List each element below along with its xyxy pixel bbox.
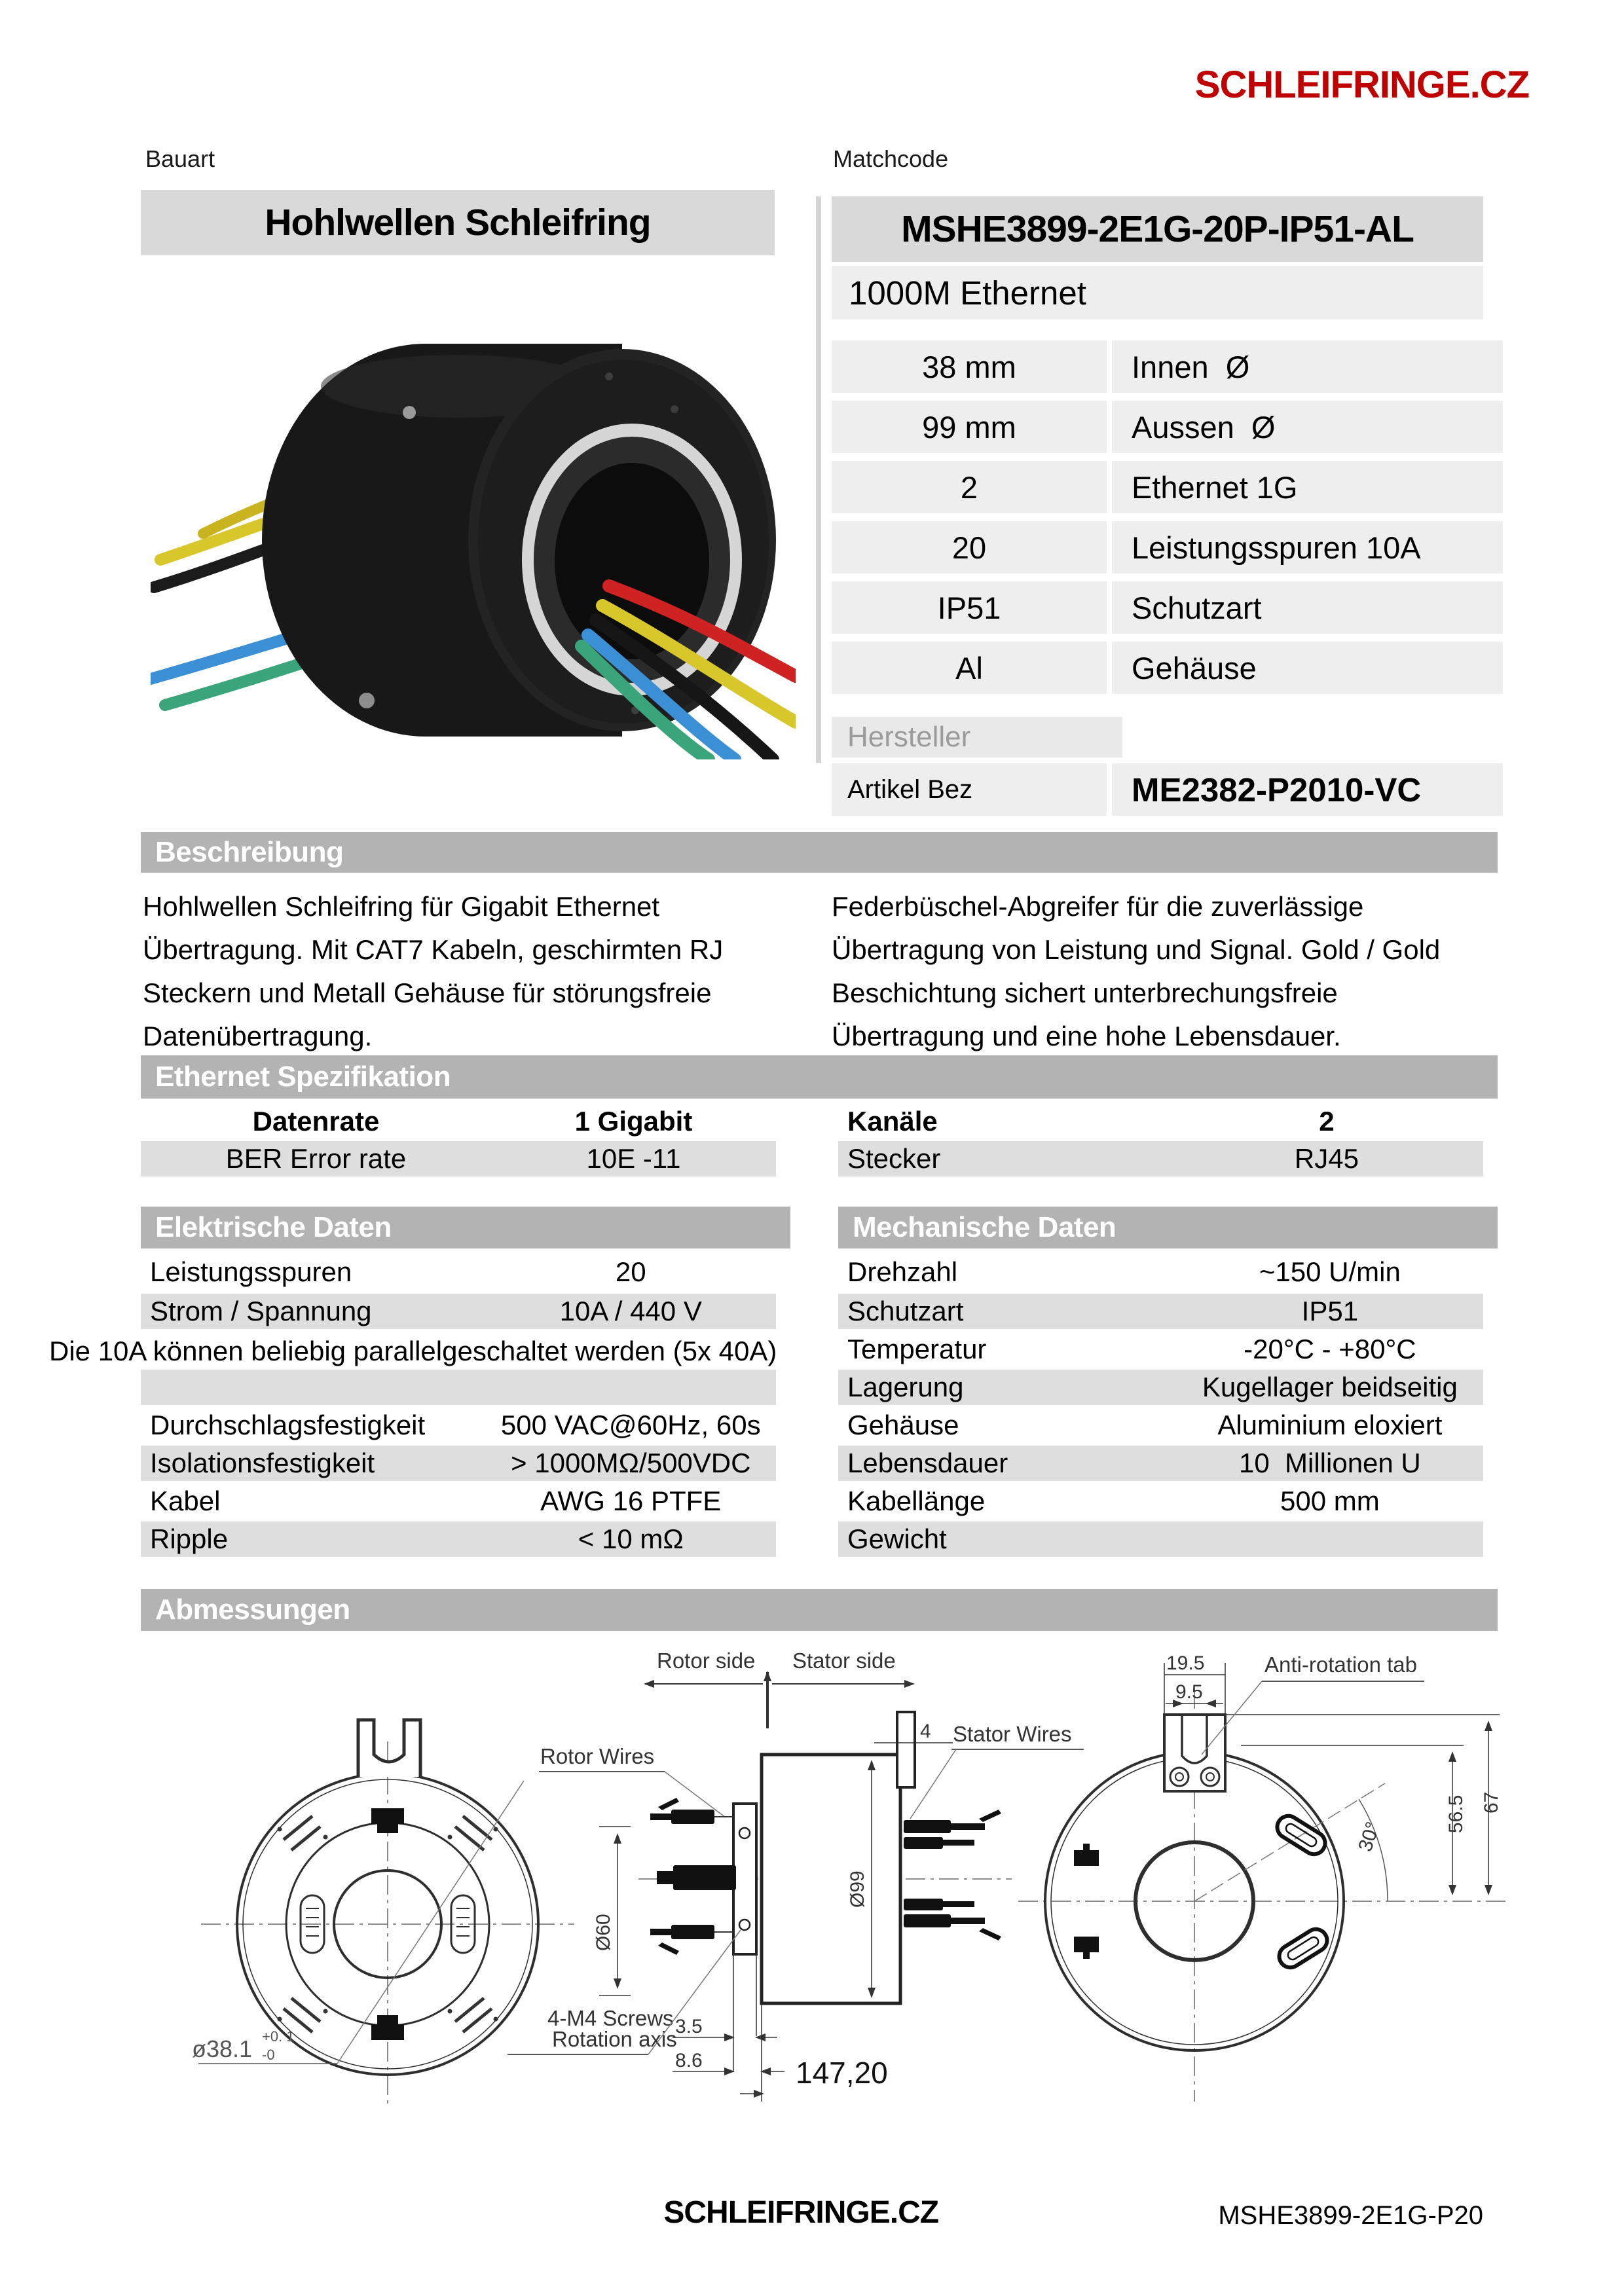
spec-label: Ethernet 1G: [1112, 461, 1503, 513]
spec-row: [832, 401, 1503, 453]
spec-value: 2: [832, 461, 1107, 513]
description-right: Federbüschel-Abgreifer für die zuverlässige Übertragung von Leistung und Signal. Gold / Gold Beschichtung sichert unterbrechungsfreie Übertragung und eine hohe Lebensdauer.: [832, 891, 1441, 1051]
screws-label-line2: Rotation axis: [552, 2027, 677, 2051]
row-label: Isolationsfestigkeit: [150, 1448, 375, 1478]
spec-row: [832, 521, 1503, 574]
matchcode-title: MSHE3899-2E1G-20P-IP51-AL: [832, 196, 1483, 262]
spec-row: [832, 461, 1503, 513]
table-row: [141, 1484, 776, 1519]
row-value: > 1000MΩ/500VDC: [511, 1448, 751, 1478]
rotor-side-label: Rotor side: [657, 1649, 756, 1673]
side-view-body: [638, 1712, 1012, 2003]
section-beschreibung: Beschreibung: [141, 832, 1498, 873]
bauart-label: Bauart: [145, 145, 215, 172]
table-row: [838, 1141, 1483, 1176]
spec-row: [832, 642, 1503, 694]
artikel-label: Artikel Bez: [832, 763, 1107, 816]
row-label: Datenrate: [252, 1106, 380, 1137]
row-value: 20: [615, 1256, 646, 1287]
table-row: [141, 1256, 776, 1288]
d60-label: Ø60: [593, 1914, 614, 1951]
rotor-wires-label: Rotor Wires: [540, 1744, 655, 1768]
row-label: Stecker: [847, 1143, 941, 1174]
bauart-title: Hohlwellen Schleifring: [141, 190, 775, 255]
dim-56-5: 56.5: [1445, 1795, 1467, 1833]
row-label: Lebensdauer: [847, 1448, 1008, 1478]
row-label: Kabel: [150, 1485, 221, 1516]
product-photo: [151, 278, 796, 759]
spec-label: Schutzart: [1112, 581, 1503, 634]
dim-length: 147,20: [796, 2056, 888, 2090]
stator-wires-label: Stator Wires: [953, 1722, 1072, 1746]
d60-dimension: [599, 1827, 631, 1995]
table-row-empty: [141, 1370, 776, 1405]
table-row: [838, 1484, 1483, 1519]
bore-tol-top: +0. 1: [262, 2028, 295, 2045]
section-mechanisch: Mechanische Daten: [838, 1207, 1498, 1248]
table-row: [141, 1105, 776, 1138]
row-label: Gehäuse: [847, 1410, 959, 1440]
bore-dim-label: ø38.1: [192, 2035, 253, 2062]
table-row: [141, 1294, 776, 1329]
parallel-note: Die 10A können beliebig parallelgeschaltet werden (5x 40A): [49, 1336, 777, 1366]
row-value: ~150 U/min: [1259, 1256, 1401, 1287]
dim-3-5: 3.5: [675, 2016, 703, 2037]
side-markers: [645, 1672, 913, 1728]
table-row: [141, 1141, 776, 1176]
spec-value: Al: [832, 642, 1107, 694]
dimension-drawing: [141, 1643, 1506, 2115]
description-left: Hohlwellen Schleifring für Gigabit Ethernet Übertragung. Mit CAT7 Kabeln, geschirmten RJ Steckern und Metall Gehäuse für störungsfreie Datenübertragung.: [143, 891, 724, 1051]
matchcode-label: Matchcode: [833, 145, 949, 172]
row-value: 500 mm: [1280, 1485, 1380, 1516]
anti-rotation-label: Anti-rotation tab: [1264, 1652, 1417, 1677]
table-row: [141, 1522, 776, 1557]
table-row: [838, 1294, 1483, 1329]
table-row: [141, 1446, 776, 1481]
row-value: 1 Gigabit: [574, 1106, 693, 1137]
spec-label: Innen Ø: [1112, 340, 1503, 393]
section-ethernet: Ethernet Spezifikation: [141, 1055, 1498, 1099]
table-row: [141, 1408, 776, 1443]
row-label: Kanäle: [847, 1106, 938, 1137]
row-value: RJ45: [1294, 1143, 1359, 1174]
dim-9-5: 9.5: [1175, 1681, 1203, 1703]
row-value: 10A / 440 V: [559, 1296, 702, 1326]
anti-rotation-tab-shape: [1164, 1715, 1225, 1791]
row-label: Strom / Spannung: [150, 1296, 372, 1326]
stator-connectors: [904, 1810, 1001, 1941]
rotor-fork-tab: [358, 1720, 420, 1777]
row-label: Leistungsspuren: [150, 1256, 352, 1287]
spec-value: 20: [832, 521, 1107, 574]
dim-19-5: 19.5: [1166, 1652, 1205, 1674]
table-row: [838, 1105, 1483, 1138]
row-value: Kugellager beidseitig: [1202, 1372, 1458, 1402]
spec-label: Aussen Ø: [1112, 401, 1503, 453]
brand-logo: SCHLEIFRINGE.CZ: [1194, 64, 1529, 106]
front-view: [198, 1720, 574, 2105]
row-value: 2: [1319, 1106, 1335, 1137]
spec-label: Gehäuse: [1112, 642, 1503, 694]
photo-body: [262, 344, 776, 737]
stator-side-label: Stator side: [792, 1649, 896, 1673]
section-abmessungen: Abmessungen: [141, 1589, 1498, 1631]
d99-label: Ø99: [847, 1870, 868, 1908]
row-label: Lagerung: [847, 1372, 964, 1402]
artikel-row: [832, 763, 1503, 816]
table-row: [838, 1446, 1483, 1481]
row-value: -20°C - +80°C: [1244, 1334, 1416, 1364]
table-left-border: [816, 196, 821, 763]
table-row: [838, 1408, 1483, 1443]
row-value: < 10 mΩ: [578, 1523, 684, 1554]
footer-brand: SCHLEIFRINGE.CZ: [663, 2195, 939, 2230]
product-subtitle: 1000M Ethernet: [832, 266, 1483, 319]
spec-label: Leistungsspuren 10A: [1112, 521, 1503, 574]
row-label: Gewicht: [847, 1523, 947, 1554]
row-label: Schutzart: [847, 1296, 964, 1326]
row-value: 10E -11: [586, 1143, 681, 1174]
dim-30deg: 30°: [1354, 1819, 1384, 1855]
row-label: Drehzahl: [847, 1256, 958, 1287]
row-label: Durchschlagsfestigkeit: [150, 1410, 426, 1440]
screws-label-line1: 4-M4 Screws: [547, 2006, 674, 2030]
spec-row: [832, 340, 1503, 393]
footer-part-number: MSHE3899-2E1G-P20: [1218, 2201, 1483, 2230]
row-value: 500 VAC@60Hz, 60s: [500, 1410, 761, 1440]
row-value: Aluminium eloxiert: [1217, 1410, 1443, 1440]
rear-view: [1018, 1663, 1506, 2102]
spec-value: 99 mm: [832, 401, 1107, 453]
table-row: [838, 1370, 1483, 1405]
row-label: BER Error rate: [225, 1143, 407, 1174]
artikel-value: ME2382-P2010-VC: [1112, 763, 1503, 816]
dim-8-6: 8.6: [675, 2050, 703, 2071]
row-value: AWG 16 PTFE: [540, 1485, 722, 1516]
spec-value: IP51: [832, 581, 1107, 634]
row-label: Temperatur: [847, 1334, 987, 1364]
table-row: [838, 1522, 1483, 1557]
tab-width-dim: 4: [920, 1721, 931, 1742]
row-label: Ripple: [150, 1523, 229, 1554]
hersteller-label: Hersteller: [832, 717, 1122, 757]
bore-tol-bottom: -0: [262, 2047, 275, 2063]
table-row: [838, 1332, 1483, 1367]
spec-value: 38 mm: [832, 340, 1107, 393]
row-label: Kabellänge: [847, 1485, 986, 1516]
row-value: 10 Millionen U: [1238, 1448, 1421, 1478]
section-elektrisch: Elektrische Daten: [141, 1207, 790, 1248]
dim-67: 67: [1481, 1791, 1502, 1813]
row-value: IP51: [1301, 1296, 1359, 1326]
spec-row: [832, 581, 1503, 634]
table-row: [838, 1256, 1483, 1288]
